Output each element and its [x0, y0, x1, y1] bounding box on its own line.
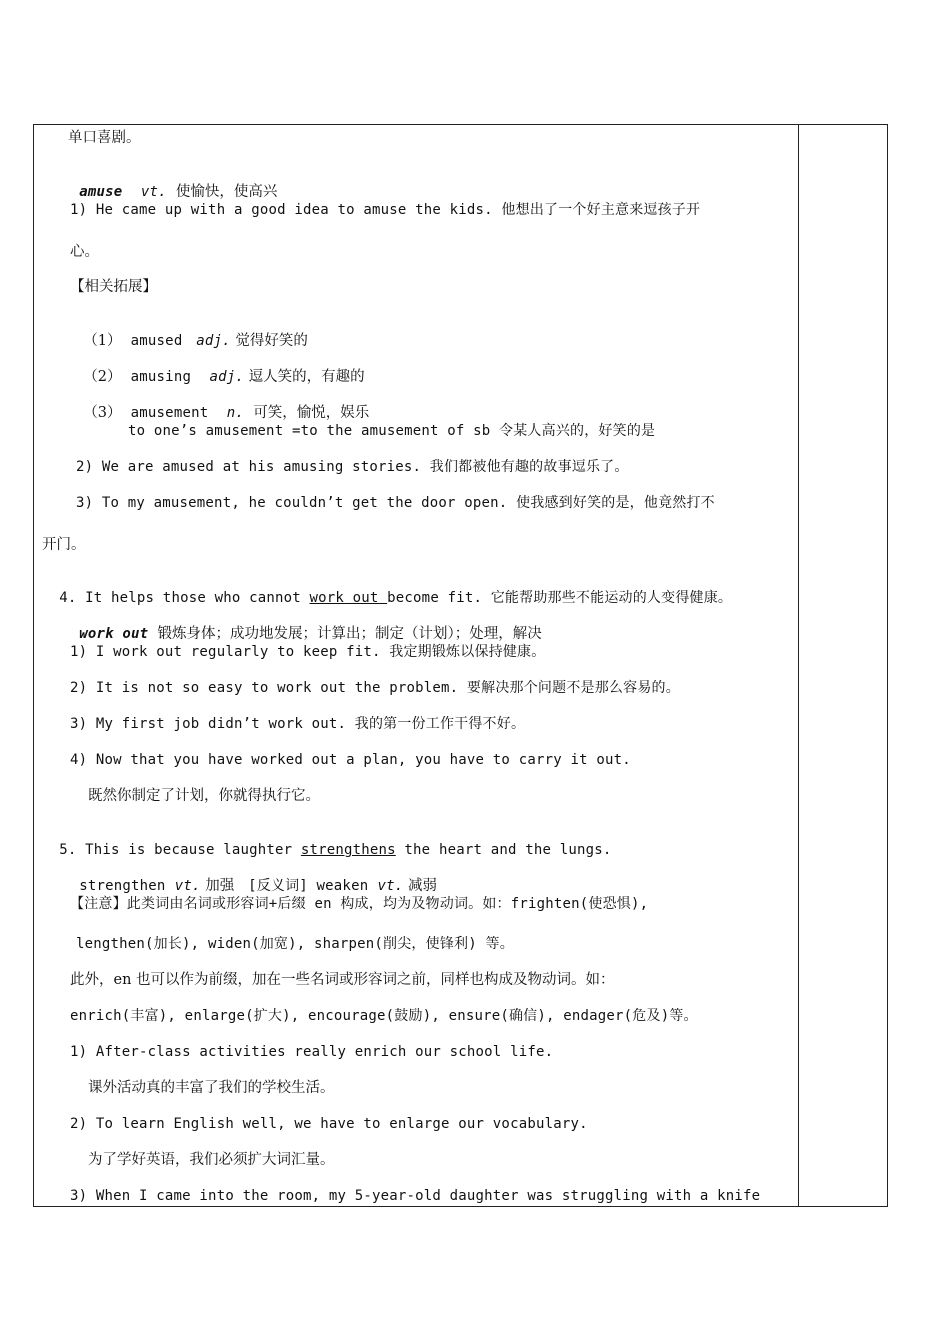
part-of-speech: adj.	[209, 369, 245, 385]
part-of-speech: n.	[226, 405, 245, 421]
vocab-word: work out	[79, 626, 149, 642]
text-line: 开门。	[42, 537, 86, 553]
vocab-meaning: 使愉快，使高兴	[175, 184, 278, 200]
example-sentence: 3) When I came into the room, my 5-year-old daughter was struggling with a knife	[70, 1188, 761, 1204]
translation-line: 既然你制定了计划，你就得执行它。	[88, 788, 320, 804]
vocab-word: amusing	[130, 369, 192, 385]
vocab-entry-strengthen	[70, 859, 437, 895]
text-line: 单口喜剧。	[68, 130, 141, 146]
vocab-meaning: 加强	[205, 878, 235, 894]
vocab-meaning: 逗人笑的，有趣的	[248, 369, 365, 385]
example-sentence: 3) To my amusement, he couldn’t get the door open. 使我感到好笑的是，他竟然打不	[76, 495, 715, 511]
sentence-text: become fit. 它能帮助那些不能运动的人变得健康。	[387, 590, 733, 606]
item-number: （1）	[83, 333, 122, 349]
note-line: enrich(丰富), enlarge(扩大), encourage(鼓励), ensure(确信), endager(危及)等。	[70, 1008, 698, 1024]
sentence-text: 4. It helps those who cannot	[59, 590, 310, 606]
sentence-text: 5. This is because laughter	[59, 842, 301, 858]
part-of-speech: vt.	[140, 184, 167, 200]
antonym: [反义词] weaken	[248, 878, 369, 894]
section-heading: 【相关拓展】	[70, 279, 157, 295]
sentence-5	[42, 823, 612, 859]
vocab-entry-work-out	[70, 607, 542, 643]
note-line: 此外，en 也可以作为前缀，加在一些名词或形容词之前，同样也构成及物动词。如：	[70, 972, 615, 988]
example-sentence: 1) I work out regularly to keep fit. 我定期锻炼以保持健康。	[70, 644, 546, 660]
vocab-word: strengthen	[79, 878, 166, 894]
column-divider	[798, 125, 799, 1206]
item-number: （3）	[83, 405, 122, 421]
text-line: 心。	[70, 244, 99, 260]
vocab-entry-amusing	[74, 350, 365, 386]
example-sentence: 4) Now that you have worked out a plan, you have to carry it out.	[70, 752, 631, 768]
example-sentence: 3) My first job didn’t work out. 我的第一份工作干得不好。	[70, 716, 526, 732]
underlined-phrase: work out	[309, 590, 388, 606]
note-line: 【注意】此类词由名词或形容词+后缀 en 构成，均为及物动词。如：frighten(使恐惧),	[70, 896, 649, 912]
sentence-4	[42, 571, 732, 607]
vocab-entry-amused	[74, 314, 308, 350]
vocab-entry-amusement	[74, 386, 369, 422]
example-sentence: 2) We are amused at his amusing stories. 我们都被他有趣的故事逗乐了。	[76, 459, 629, 475]
part-of-speech: vt.	[174, 878, 201, 894]
example-sentence: 1) He came up with a good idea to amuse the kids. 他想出了一个好主意来逗孩子开	[70, 202, 701, 218]
translation-line: 为了学好英语，我们必须扩大词汇量。	[88, 1152, 335, 1168]
sentence-text: the heart and the lungs.	[395, 842, 612, 858]
translation-line: 课外活动真的丰富了我们的学校生活。	[88, 1080, 335, 1096]
vocab-word: amused	[130, 333, 183, 349]
example-sentence: 2) To learn English well, we have to enlarge our vocabulary.	[70, 1116, 588, 1132]
part-of-speech: adj.	[196, 333, 231, 349]
vocab-word: amusement	[130, 405, 209, 421]
underlined-phrase: strengthens	[300, 842, 396, 858]
item-number: （2）	[83, 369, 122, 385]
vocab-entry-amuse	[70, 165, 277, 201]
vocab-meaning: 减弱	[408, 878, 438, 894]
vocab-meaning: 可笑，愉悦，娱乐	[253, 405, 370, 421]
example-sentence: 2) It is not so easy to work out the problem. 要解决那个问题不是那么容易的。	[70, 680, 680, 696]
example-sentence: 1) After-class activities really enrich our school life.	[70, 1044, 554, 1060]
vocab-word: amuse	[79, 184, 123, 200]
part-of-speech: vt.	[377, 878, 404, 894]
phrase-line: to one’s amusement =to the amusement of sb 令某人高兴的，好笑的是	[128, 423, 656, 439]
vocab-meaning: 觉得好笑的	[235, 333, 308, 349]
note-line: lengthen(加长), widen(加宽), sharpen(削尖，使锋利) 等。	[76, 936, 514, 952]
vocab-meaning: 锻炼身体；成功地发展；计算出；制定（计划）；处理，解决	[157, 626, 542, 642]
